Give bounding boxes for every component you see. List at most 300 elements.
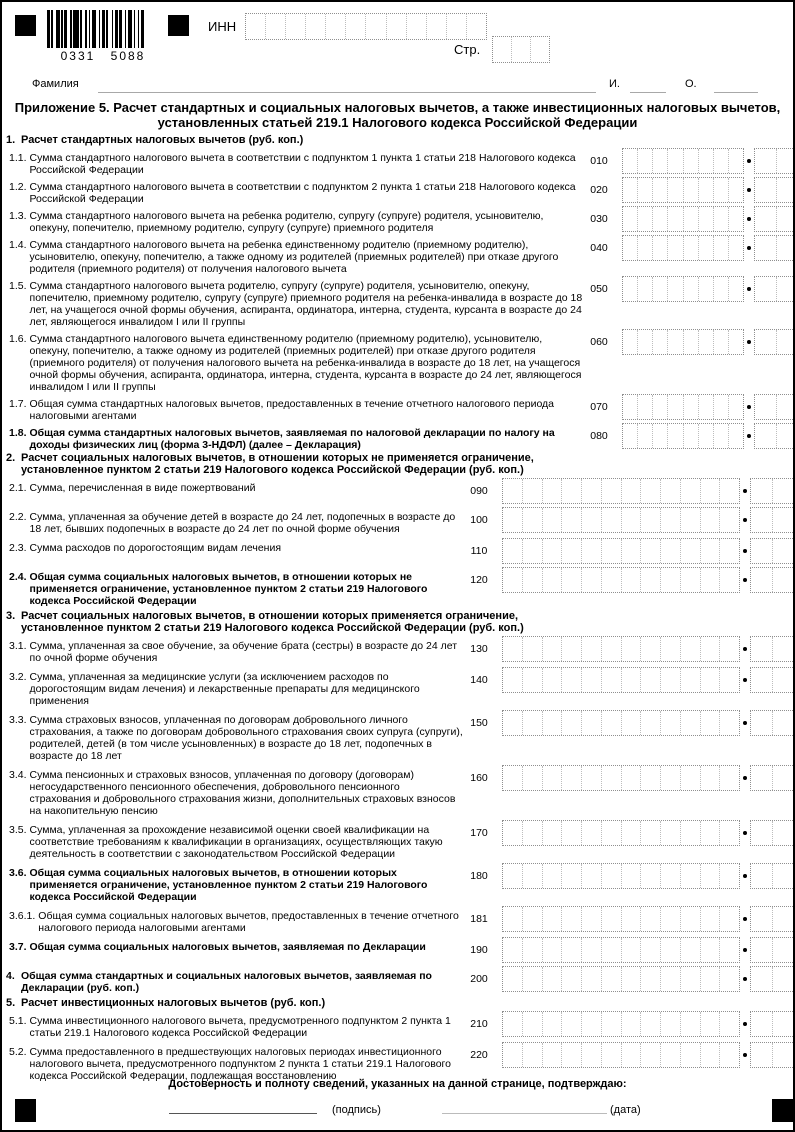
digit-cell[interactable] [683,330,698,354]
digit-cell[interactable] [683,207,698,231]
digit-cell[interactable] [751,821,772,845]
inn-input[interactable] [245,13,487,40]
digit-cell[interactable] [755,330,776,354]
amount-field-090[interactable] [502,478,795,504]
rubles-input[interactable] [502,710,740,736]
amount-field-120[interactable] [502,567,795,593]
kopecks-input[interactable] [750,966,795,992]
digit-cell[interactable] [542,637,562,661]
amount-field-210[interactable] [502,1011,795,1037]
digit-cell[interactable] [503,766,522,790]
digit-cell[interactable] [652,207,667,231]
digit-cell[interactable] [522,568,542,592]
digit-cell[interactable] [503,1012,522,1036]
digit-cell[interactable] [522,1043,542,1067]
digit-cell[interactable] [621,766,641,790]
digit-cell[interactable] [698,330,713,354]
digit-cell[interactable] [623,330,637,354]
digit-cell[interactable] [698,149,713,173]
rubles-input[interactable] [502,765,740,791]
digit-cell[interactable] [503,539,522,563]
digit-cell[interactable] [637,277,652,301]
digit-cell[interactable] [680,907,700,931]
digit-cell[interactable] [700,938,720,962]
digit-cell[interactable] [652,236,667,260]
digit-cell[interactable] [772,938,794,962]
digit-cell[interactable] [698,178,713,202]
digit-cell[interactable] [713,330,728,354]
digit-cell[interactable] [345,14,365,39]
digit-cell[interactable] [660,637,680,661]
digit-cell[interactable] [511,37,530,62]
digit-cell[interactable] [601,766,621,790]
amount-field-110[interactable] [502,538,795,564]
digit-cell[interactable] [601,508,621,532]
digit-cell[interactable] [719,821,739,845]
digit-cell[interactable] [640,1012,660,1036]
digit-cell[interactable] [698,395,713,419]
digit-cell[interactable] [772,766,794,790]
digit-cell[interactable] [680,938,700,962]
digit-cell[interactable] [601,821,621,845]
digit-cell[interactable] [683,424,698,448]
digit-cell[interactable] [751,508,772,532]
digit-cell[interactable] [621,907,641,931]
digit-cell[interactable] [698,236,713,260]
digit-cell[interactable] [660,668,680,692]
digit-cell[interactable] [772,668,794,692]
digit-cell[interactable] [640,864,660,888]
digit-cell[interactable] [637,236,652,260]
digit-cell[interactable] [680,711,700,735]
digit-cell[interactable] [621,479,641,503]
digit-cell[interactable] [522,907,542,931]
digit-cell[interactable] [637,149,652,173]
digit-cell[interactable] [621,568,641,592]
kopecks-input[interactable] [750,636,795,662]
digit-cell[interactable] [700,907,720,931]
digit-cell[interactable] [660,938,680,962]
digit-cell[interactable] [700,864,720,888]
amount-field-160[interactable] [502,765,795,791]
digit-cell[interactable] [503,967,522,991]
digit-cell[interactable] [581,508,601,532]
digit-cell[interactable] [667,424,682,448]
digit-cell[interactable] [652,330,667,354]
digit-cell[interactable] [660,1043,680,1067]
digit-cell[interactable] [503,821,522,845]
rubles-input[interactable] [502,906,740,932]
digit-cell[interactable] [522,637,542,661]
digit-cell[interactable] [667,236,682,260]
digit-cell[interactable] [728,207,743,231]
amount-field-170[interactable] [502,820,795,846]
digit-cell[interactable] [640,539,660,563]
digit-cell[interactable] [698,277,713,301]
digit-cell[interactable] [522,938,542,962]
digit-cell[interactable] [751,938,772,962]
digit-cell[interactable] [561,938,581,962]
digit-cell[interactable] [660,1012,680,1036]
digit-cell[interactable] [751,568,772,592]
kopecks-input[interactable] [750,937,795,963]
digit-cell[interactable] [700,821,720,845]
digit-cell[interactable] [751,864,772,888]
amount-field-220[interactable] [502,1042,795,1068]
digit-cell[interactable] [680,568,700,592]
rubles-input[interactable] [622,148,744,174]
amount-field-181[interactable] [502,906,795,932]
kopecks-input[interactable] [750,863,795,889]
digit-cell[interactable] [751,539,772,563]
digit-cell[interactable] [621,668,641,692]
digit-cell[interactable] [660,568,680,592]
digit-cell[interactable] [561,568,581,592]
digit-cell[interactable] [542,1043,562,1067]
digit-cell[interactable] [561,711,581,735]
digit-cell[interactable] [503,1043,522,1067]
digit-cell[interactable] [640,668,660,692]
digit-cell[interactable] [637,178,652,202]
digit-cell[interactable] [581,967,601,991]
digit-cell[interactable] [713,149,728,173]
digit-cell[interactable] [680,479,700,503]
kopecks-input[interactable] [754,276,795,302]
digit-cell[interactable] [522,539,542,563]
digit-cell[interactable] [621,711,641,735]
digit-cell[interactable] [660,864,680,888]
digit-cell[interactable] [660,907,680,931]
digit-cell[interactable] [772,508,794,532]
kopecks-input[interactable] [750,507,795,533]
digit-cell[interactable] [667,330,682,354]
digit-cell[interactable] [637,395,652,419]
amount-field-130[interactable] [502,636,795,662]
amount-field-100[interactable] [502,507,795,533]
digit-cell[interactable] [751,637,772,661]
digit-cell[interactable] [652,149,667,173]
digit-cell[interactable] [680,864,700,888]
digit-cell[interactable] [265,14,285,39]
digit-cell[interactable] [755,424,776,448]
digit-cell[interactable] [751,1012,772,1036]
digit-cell[interactable] [561,766,581,790]
digit-cell[interactable] [728,424,743,448]
digit-cell[interactable] [561,967,581,991]
kopecks-input[interactable] [750,820,795,846]
rubles-input[interactable] [502,820,740,846]
digit-cell[interactable] [621,1012,641,1036]
digit-cell[interactable] [680,766,700,790]
digit-cell[interactable] [719,907,739,931]
digit-cell[interactable] [601,1043,621,1067]
rubles-input[interactable] [622,235,744,261]
digit-cell[interactable] [719,508,739,532]
digit-cell[interactable] [446,14,466,39]
digit-cell[interactable] [637,424,652,448]
digit-cell[interactable] [581,938,601,962]
digit-cell[interactable] [581,637,601,661]
digit-cell[interactable] [700,568,720,592]
digit-cell[interactable] [621,508,641,532]
digit-cell[interactable] [522,479,542,503]
digit-cell[interactable] [601,637,621,661]
kopecks-input[interactable] [754,177,795,203]
kopecks-input[interactable] [754,235,795,261]
digit-cell[interactable] [772,907,794,931]
digit-cell[interactable] [683,395,698,419]
kopecks-input[interactable] [750,667,795,693]
digit-cell[interactable] [667,207,682,231]
digit-cell[interactable] [581,766,601,790]
amount-field-020[interactable] [622,177,795,203]
digit-cell[interactable] [700,766,720,790]
digit-cell[interactable] [719,637,739,661]
rubles-input[interactable] [622,423,744,449]
digit-cell[interactable] [386,14,406,39]
digit-cell[interactable] [406,14,426,39]
digit-cell[interactable] [772,479,794,503]
digit-cell[interactable] [640,711,660,735]
digit-cell[interactable] [365,14,385,39]
digit-cell[interactable] [776,277,795,301]
digit-cell[interactable] [772,864,794,888]
digit-cell[interactable] [719,864,739,888]
digit-cell[interactable] [660,539,680,563]
digit-cell[interactable] [503,907,522,931]
kopecks-input[interactable] [750,765,795,791]
digit-cell[interactable] [700,711,720,735]
digit-cell[interactable] [542,907,562,931]
rubles-input[interactable] [502,937,740,963]
digit-cell[interactable] [680,821,700,845]
digit-cell[interactable] [581,1043,601,1067]
kopecks-input[interactable] [754,394,795,420]
digit-cell[interactable] [522,766,542,790]
digit-cell[interactable] [561,479,581,503]
digit-cell[interactable] [728,236,743,260]
rubles-input[interactable] [622,206,744,232]
digit-cell[interactable] [561,907,581,931]
digit-cell[interactable] [640,938,660,962]
amount-field-190[interactable] [502,937,795,963]
amount-field-030[interactable] [622,206,795,232]
digit-cell[interactable] [652,395,667,419]
amount-field-060[interactable] [622,329,795,355]
digit-cell[interactable] [719,766,739,790]
digit-cell[interactable] [503,711,522,735]
digit-cell[interactable] [772,1043,794,1067]
amount-field-200[interactable] [502,966,795,992]
digit-cell[interactable] [325,14,345,39]
digit-cell[interactable] [772,1012,794,1036]
digit-cell[interactable] [755,277,776,301]
digit-cell[interactable] [640,907,660,931]
digit-cell[interactable] [522,821,542,845]
digit-cell[interactable] [601,864,621,888]
digit-cell[interactable] [755,207,776,231]
kopecks-input[interactable] [750,906,795,932]
digit-cell[interactable] [493,37,511,62]
digit-cell[interactable] [623,424,637,448]
digit-cell[interactable] [680,668,700,692]
digit-cell[interactable] [601,938,621,962]
patronymic-initial-input-line[interactable] [714,78,758,93]
kopecks-input[interactable] [750,1042,795,1068]
digit-cell[interactable] [660,766,680,790]
digit-cell[interactable] [542,508,562,532]
digit-cell[interactable] [601,907,621,931]
amount-field-070[interactable] [622,394,795,420]
digit-cell[interactable] [621,864,641,888]
digit-cell[interactable] [581,821,601,845]
digit-cell[interactable] [581,568,601,592]
amount-field-050[interactable] [622,276,795,302]
digit-cell[interactable] [680,637,700,661]
digit-cell[interactable] [503,508,522,532]
digit-cell[interactable] [719,479,739,503]
digit-cell[interactable] [623,149,637,173]
digit-cell[interactable] [755,395,776,419]
digit-cell[interactable] [426,14,446,39]
digit-cell[interactable] [503,637,522,661]
digit-cell[interactable] [640,508,660,532]
digit-cell[interactable] [776,207,795,231]
digit-cell[interactable] [755,236,776,260]
surname-input-line[interactable] [98,78,596,93]
digit-cell[interactable] [561,637,581,661]
amount-field-140[interactable] [502,667,795,693]
digit-cell[interactable] [713,207,728,231]
digit-cell[interactable] [285,14,305,39]
digit-cell[interactable] [772,568,794,592]
kopecks-input[interactable] [750,567,795,593]
kopecks-input[interactable] [750,478,795,504]
digit-cell[interactable] [751,907,772,931]
digit-cell[interactable] [660,508,680,532]
rubles-input[interactable] [502,538,740,564]
kopecks-input[interactable] [754,148,795,174]
digit-cell[interactable] [776,395,795,419]
digit-cell[interactable] [246,14,265,39]
digit-cell[interactable] [542,568,562,592]
digit-cell[interactable] [667,395,682,419]
digit-cell[interactable] [700,539,720,563]
digit-cell[interactable] [581,907,601,931]
digit-cell[interactable] [522,1012,542,1036]
rubles-input[interactable] [502,507,740,533]
rubles-input[interactable] [622,276,744,302]
digit-cell[interactable] [542,711,562,735]
rubles-input[interactable] [502,636,740,662]
digit-cell[interactable] [713,395,728,419]
digit-cell[interactable] [601,711,621,735]
rubles-input[interactable] [622,329,744,355]
digit-cell[interactable] [751,479,772,503]
digit-cell[interactable] [522,711,542,735]
digit-cell[interactable] [719,568,739,592]
digit-cell[interactable] [776,424,795,448]
digit-cell[interactable] [719,711,739,735]
digit-cell[interactable] [542,1012,562,1036]
digit-cell[interactable] [719,967,739,991]
digit-cell[interactable] [542,668,562,692]
amount-field-010[interactable] [622,148,795,174]
digit-cell[interactable] [640,967,660,991]
digit-cell[interactable] [522,668,542,692]
digit-cell[interactable] [755,178,776,202]
digit-cell[interactable] [728,277,743,301]
digit-cell[interactable] [601,479,621,503]
digit-cell[interactable] [601,668,621,692]
digit-cell[interactable] [772,637,794,661]
digit-cell[interactable] [776,149,795,173]
rubles-input[interactable] [502,567,740,593]
digit-cell[interactable] [776,236,795,260]
digit-cell[interactable] [680,539,700,563]
digit-cell[interactable] [719,1043,739,1067]
kopecks-input[interactable] [754,423,795,449]
amount-field-080[interactable] [622,423,795,449]
digit-cell[interactable] [581,668,601,692]
digit-cell[interactable] [561,864,581,888]
digit-cell[interactable] [700,1043,720,1067]
digit-cell[interactable] [522,508,542,532]
digit-cell[interactable] [561,1012,581,1036]
digit-cell[interactable] [542,821,562,845]
digit-cell[interactable] [698,207,713,231]
digit-cell[interactable] [683,277,698,301]
digit-cell[interactable] [680,1012,700,1036]
digit-cell[interactable] [601,1012,621,1036]
amount-field-180[interactable] [502,863,795,889]
digit-cell[interactable] [581,711,601,735]
date-input-line[interactable] [442,1099,607,1114]
digit-cell[interactable] [772,821,794,845]
digit-cell[interactable] [542,766,562,790]
digit-cell[interactable] [601,568,621,592]
digit-cell[interactable] [305,14,325,39]
digit-cell[interactable] [637,330,652,354]
rubles-input[interactable] [622,394,744,420]
digit-cell[interactable] [652,277,667,301]
digit-cell[interactable] [728,330,743,354]
digit-cell[interactable] [683,236,698,260]
digit-cell[interactable] [719,938,739,962]
kopecks-input[interactable] [750,710,795,736]
digit-cell[interactable] [751,967,772,991]
digit-cell[interactable] [700,668,720,692]
rubles-input[interactable] [502,1011,740,1037]
digit-cell[interactable] [713,277,728,301]
digit-cell[interactable] [713,424,728,448]
digit-cell[interactable] [728,395,743,419]
digit-cell[interactable] [772,539,794,563]
digit-cell[interactable] [530,37,549,62]
digit-cell[interactable] [522,864,542,888]
kopecks-input[interactable] [750,1011,795,1037]
digit-cell[interactable] [700,637,720,661]
digit-cell[interactable] [680,1043,700,1067]
digit-cell[interactable] [652,424,667,448]
digit-cell[interactable] [700,479,720,503]
digit-cell[interactable] [623,395,637,419]
digit-cell[interactable] [640,637,660,661]
kopecks-input[interactable] [754,206,795,232]
digit-cell[interactable] [601,967,621,991]
digit-cell[interactable] [581,539,601,563]
digit-cell[interactable] [719,1012,739,1036]
